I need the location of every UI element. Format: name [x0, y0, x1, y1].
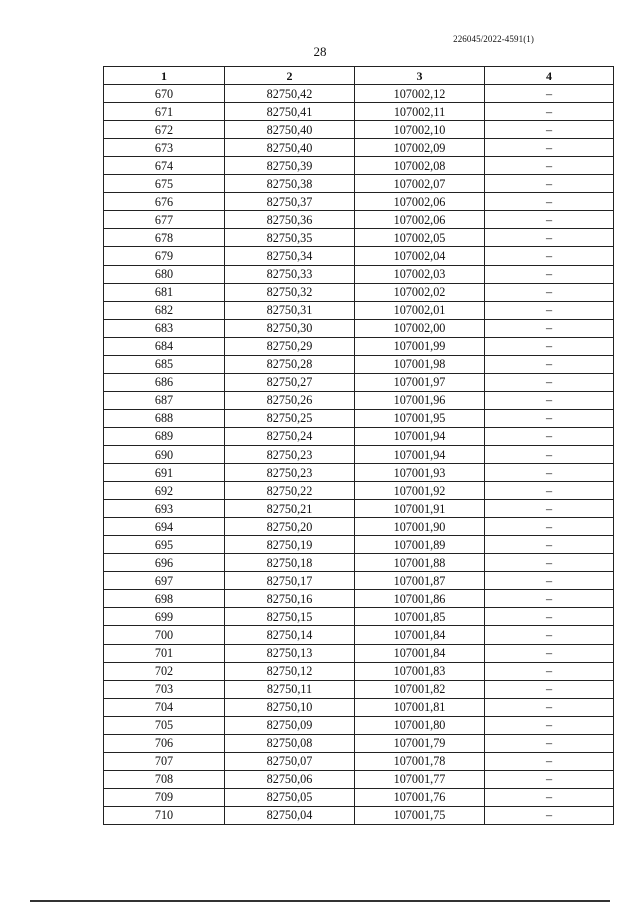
table-cell-col-4: –	[485, 590, 614, 608]
table-cell-col-2: 82750,23	[225, 464, 355, 482]
table-cell-col-2: 82750,14	[225, 626, 355, 644]
table-cell-col-4: –	[485, 464, 614, 482]
table-cell-col-2: 82750,13	[225, 644, 355, 662]
table-cell-col-4: –	[485, 752, 614, 770]
table-cell-col-2: 82750,38	[225, 175, 355, 193]
table-row	[104, 175, 614, 193]
table-cell-col-4: –	[485, 698, 614, 716]
table-cell-col-2: 82750,41	[225, 103, 355, 121]
table-cell-col-2: 82750,16	[225, 590, 355, 608]
table-cell-col-4: –	[485, 85, 614, 103]
table-cell-col-4: –	[485, 788, 614, 806]
table-cell-col-4: –	[485, 409, 614, 427]
table-cell-col-3: 107002,12	[355, 85, 485, 103]
table-row	[104, 355, 614, 373]
table-row	[104, 680, 614, 698]
table-cell-col-3: 107001,95	[355, 409, 485, 427]
table-cell-col-4: –	[485, 770, 614, 788]
table-cell-col-4: –	[485, 175, 614, 193]
table-cell-col-3: 107001,93	[355, 464, 485, 482]
table-row	[104, 409, 614, 427]
table-cell-col-2: 82750,11	[225, 680, 355, 698]
table-row	[104, 373, 614, 391]
table-cell-col-1: 683	[104, 319, 225, 337]
table-cell-col-2: 82750,19	[225, 536, 355, 554]
table-body	[104, 85, 614, 825]
table-cell-col-4: –	[485, 662, 614, 680]
table-cell-col-4: –	[485, 734, 614, 752]
table-cell-col-3: 107002,11	[355, 103, 485, 121]
table-cell-col-4: –	[485, 680, 614, 698]
table-cell-col-4: –	[485, 157, 614, 175]
document-id: 226045/2022-4591(1)	[453, 34, 534, 44]
table-cell-col-3: 107002,06	[355, 211, 485, 229]
table-row	[104, 734, 614, 752]
table-cell-col-4: –	[485, 716, 614, 734]
column-header-3: 3	[355, 67, 485, 85]
table-cell-col-3: 107001,82	[355, 680, 485, 698]
table-cell-col-3: 107002,04	[355, 247, 485, 265]
table-cell-col-2: 82750,17	[225, 572, 355, 590]
table-cell-col-2: 82750,05	[225, 788, 355, 806]
table-cell-col-3: 107002,09	[355, 139, 485, 157]
table-cell-col-1: 698	[104, 590, 225, 608]
table-cell-col-2: 82750,06	[225, 770, 355, 788]
table-cell-col-2: 82750,27	[225, 373, 355, 391]
table-cell-col-2: 82750,09	[225, 716, 355, 734]
table-cell-col-4: –	[485, 626, 614, 644]
table-row	[104, 319, 614, 337]
table-cell-col-1: 700	[104, 626, 225, 644]
table-cell-col-2: 82750,33	[225, 265, 355, 283]
table-cell-col-2: 82750,34	[225, 247, 355, 265]
table-cell-col-1: 681	[104, 283, 225, 301]
table-row	[104, 536, 614, 554]
table-row	[104, 85, 614, 103]
table-cell-col-4: –	[485, 391, 614, 409]
table-row	[104, 229, 614, 247]
table-cell-col-2: 82750,20	[225, 518, 355, 536]
table-cell-col-1: 707	[104, 752, 225, 770]
table-cell-col-2: 82750,26	[225, 391, 355, 409]
table-cell-col-3: 107002,03	[355, 265, 485, 283]
column-header-2: 2	[225, 67, 355, 85]
table-row	[104, 500, 614, 518]
table-cell-col-4: –	[485, 572, 614, 590]
table-row	[104, 337, 614, 355]
table-cell-col-2: 82750,32	[225, 283, 355, 301]
table-row	[104, 788, 614, 806]
table-row	[104, 752, 614, 770]
table-cell-col-4: –	[485, 193, 614, 211]
table-cell-col-4: –	[485, 103, 614, 121]
table-row	[104, 157, 614, 175]
table-row	[104, 608, 614, 626]
table-cell-col-4: –	[485, 337, 614, 355]
table-cell-col-2: 82750,18	[225, 554, 355, 572]
table-cell-col-2: 82750,30	[225, 319, 355, 337]
table-cell-col-1: 710	[104, 806, 225, 824]
table-cell-col-1: 706	[104, 734, 225, 752]
table-cell-col-1: 677	[104, 211, 225, 229]
table-cell-col-4: –	[485, 806, 614, 824]
table-cell-col-4: –	[485, 319, 614, 337]
table-cell-col-1: 702	[104, 662, 225, 680]
table-cell-col-4: –	[485, 139, 614, 157]
table-row	[104, 554, 614, 572]
table-row	[104, 283, 614, 301]
table-cell-col-2: 82750,23	[225, 445, 355, 463]
table-cell-col-2: 82750,35	[225, 229, 355, 247]
table-cell-col-4: –	[485, 121, 614, 139]
table-cell-col-4: –	[485, 445, 614, 463]
table-cell-col-3: 107001,96	[355, 391, 485, 409]
table-cell-col-1: 674	[104, 157, 225, 175]
table-cell-col-2: 82750,10	[225, 698, 355, 716]
table-cell-col-4: –	[485, 427, 614, 445]
table-cell-col-2: 82750,39	[225, 157, 355, 175]
table-cell-col-4: –	[485, 482, 614, 500]
table-row	[104, 482, 614, 500]
table-row	[104, 644, 614, 662]
table-cell-col-1: 678	[104, 229, 225, 247]
table-cell-col-3: 107001,77	[355, 770, 485, 788]
table-row	[104, 193, 614, 211]
table-cell-col-3: 107001,79	[355, 734, 485, 752]
table-cell-col-2: 82750,42	[225, 85, 355, 103]
table-cell-col-1: 685	[104, 355, 225, 373]
table-row	[104, 590, 614, 608]
table-cell-col-3: 107002,02	[355, 283, 485, 301]
table-cell-col-1: 696	[104, 554, 225, 572]
table-cell-col-1: 673	[104, 139, 225, 157]
table-cell-col-4: –	[485, 355, 614, 373]
table-cell-col-3: 107002,08	[355, 157, 485, 175]
table-cell-col-3: 107001,90	[355, 518, 485, 536]
table-cell-col-3: 107001,97	[355, 373, 485, 391]
table-row	[104, 770, 614, 788]
table-cell-col-3: 107001,88	[355, 554, 485, 572]
table-cell-col-3: 107001,92	[355, 482, 485, 500]
table-cell-col-2: 82750,24	[225, 427, 355, 445]
table-cell-col-3: 107001,86	[355, 590, 485, 608]
table-cell-col-4: –	[485, 608, 614, 626]
table-cell-col-1: 680	[104, 265, 225, 283]
column-header-1: 1	[104, 67, 225, 85]
table-cell-col-1: 705	[104, 716, 225, 734]
table-cell-col-3: 107002,10	[355, 121, 485, 139]
table-row	[104, 445, 614, 463]
table-row	[104, 103, 614, 121]
table-cell-col-1: 687	[104, 391, 225, 409]
table-cell-col-2: 82750,04	[225, 806, 355, 824]
table-row	[104, 518, 614, 536]
table-cell-col-2: 82750,31	[225, 301, 355, 319]
table-cell-col-3: 107001,87	[355, 572, 485, 590]
table-cell-col-4: –	[485, 536, 614, 554]
table-cell-col-1: 691	[104, 464, 225, 482]
table-cell-col-1: 695	[104, 536, 225, 554]
table-cell-col-1: 694	[104, 518, 225, 536]
table-row	[104, 662, 614, 680]
table-cell-col-2: 82750,21	[225, 500, 355, 518]
table-cell-col-3: 107001,91	[355, 500, 485, 518]
table-row	[104, 265, 614, 283]
table-cell-col-3: 107001,80	[355, 716, 485, 734]
table-row	[104, 698, 614, 716]
table-cell-col-2: 82750,36	[225, 211, 355, 229]
table-cell-col-1: 701	[104, 644, 225, 662]
table-cell-col-3: 107001,75	[355, 806, 485, 824]
table-cell-col-1: 688	[104, 409, 225, 427]
table-cell-col-1: 704	[104, 698, 225, 716]
table-cell-col-3: 107001,99	[355, 337, 485, 355]
table-cell-col-3: 107002,00	[355, 319, 485, 337]
table-cell-col-2: 82750,07	[225, 752, 355, 770]
table-cell-col-3: 107001,98	[355, 355, 485, 373]
table-cell-col-2: 82750,15	[225, 608, 355, 626]
table-row	[104, 121, 614, 139]
table-cell-col-4: –	[485, 644, 614, 662]
table-cell-col-4: –	[485, 500, 614, 518]
table-row	[104, 391, 614, 409]
table-cell-col-1: 670	[104, 85, 225, 103]
footer-divider	[30, 900, 610, 902]
table-cell-col-4: –	[485, 373, 614, 391]
table-row	[104, 247, 614, 265]
table-cell-col-3: 107001,78	[355, 752, 485, 770]
table-cell-col-4: –	[485, 247, 614, 265]
table-cell-col-4: –	[485, 518, 614, 536]
table-row	[104, 716, 614, 734]
column-header-4: 4	[485, 67, 614, 85]
table-cell-col-4: –	[485, 283, 614, 301]
coordinates-table	[103, 66, 614, 825]
table-row	[104, 301, 614, 319]
table-row	[104, 464, 614, 482]
table-cell-col-4: –	[485, 265, 614, 283]
table-cell-col-2: 82750,28	[225, 355, 355, 373]
table-row	[104, 139, 614, 157]
table-row	[104, 211, 614, 229]
table-cell-col-3: 107002,05	[355, 229, 485, 247]
table-cell-col-2: 82750,40	[225, 139, 355, 157]
table-cell-col-1: 709	[104, 788, 225, 806]
table-cell-col-1: 703	[104, 680, 225, 698]
table-cell-col-1: 708	[104, 770, 225, 788]
table-cell-col-2: 82750,08	[225, 734, 355, 752]
table-cell-col-3: 107001,85	[355, 608, 485, 626]
table-cell-col-3: 107002,07	[355, 175, 485, 193]
table-cell-col-1: 672	[104, 121, 225, 139]
table-cell-col-3: 107001,84	[355, 644, 485, 662]
table-cell-col-2: 82750,29	[225, 337, 355, 355]
table-cell-col-3: 107001,94	[355, 427, 485, 445]
table-cell-col-3: 107001,89	[355, 536, 485, 554]
table-cell-col-1: 682	[104, 301, 225, 319]
table-cell-col-3: 107002,06	[355, 193, 485, 211]
table-cell-col-3: 107002,01	[355, 301, 485, 319]
table-cell-col-2: 82750,40	[225, 121, 355, 139]
table-cell-col-2: 82750,25	[225, 409, 355, 427]
table-cell-col-1: 690	[104, 445, 225, 463]
table-row	[104, 572, 614, 590]
table-row	[104, 806, 614, 824]
table-header-row	[104, 67, 614, 85]
page-number: 28	[313, 44, 327, 59]
table-cell-col-2: 82750,12	[225, 662, 355, 680]
table-cell-col-1: 671	[104, 103, 225, 121]
table-cell-col-2: 82750,22	[225, 482, 355, 500]
table-cell-col-3: 107001,83	[355, 662, 485, 680]
table-cell-col-4: –	[485, 554, 614, 572]
table-cell-col-4: –	[485, 211, 614, 229]
table-cell-col-1: 686	[104, 373, 225, 391]
table-cell-col-2: 82750,37	[225, 193, 355, 211]
table-cell-col-3: 107001,76	[355, 788, 485, 806]
table-cell-col-1: 693	[104, 500, 225, 518]
table-cell-col-4: –	[485, 229, 614, 247]
table-cell-col-1: 692	[104, 482, 225, 500]
table-cell-col-1: 679	[104, 247, 225, 265]
table-row	[104, 427, 614, 445]
table-cell-col-3: 107001,81	[355, 698, 485, 716]
table-cell-col-3: 107001,94	[355, 445, 485, 463]
table-cell-col-1: 676	[104, 193, 225, 211]
table-cell-col-1: 675	[104, 175, 225, 193]
table-cell-col-4: –	[485, 301, 614, 319]
table-cell-col-1: 697	[104, 572, 225, 590]
table-cell-col-1: 689	[104, 427, 225, 445]
table-row	[104, 626, 614, 644]
table-cell-col-1: 684	[104, 337, 225, 355]
table-cell-col-1: 699	[104, 608, 225, 626]
table-cell-col-3: 107001,84	[355, 626, 485, 644]
